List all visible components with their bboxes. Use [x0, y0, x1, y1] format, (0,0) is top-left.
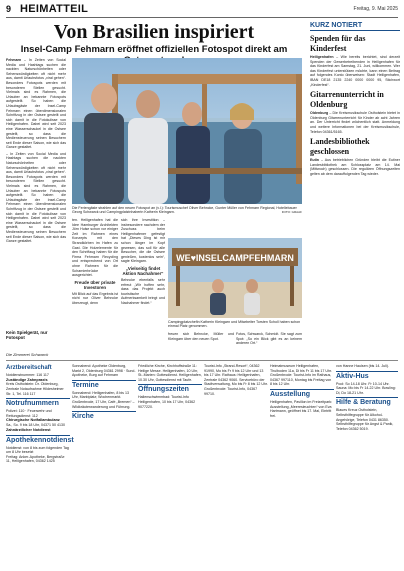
- chirurgie-text: Sa., So. 9 bis 18 Uhr, 04371 50 4130: [6, 423, 65, 428]
- photo-sign-svg: [168, 238, 302, 318]
- notice-3-text: [310, 158, 400, 176]
- kurz-notiert-title: KURZ NOTIERT: [310, 22, 400, 31]
- arztbereitschaft-heading: Arztbereitschaft: [6, 365, 52, 371]
- lead-text-repeat: – In Zeiten von Social Media und Hashtags suchen die nackten Naturschönheiten oder Sehenswürdigkeiten oft nicht mehr aus, damit Urlaubsfotos „viral gehen“. Besonders Fotospots werden mit besonderen Stellen gesucht. Vielmals sind es Rahmen, die Urlauber an bekannte Fotospots aufgestellt. So haben die Urlaubsgäste der Insel-Camp Fehmarn einen überdimensionalen Schriftzug in der Ostsee gestellt und sich damit in die Fotokulisse von Heiligenhafen. Dabei wird seit 2023 eine Wasserschaukel in die Ostsee gestellt, so dass die Mediensteuerung seinen Besuchern seit Ende dieser Saison, wie sich das Ganze gestaltet.: [6, 151, 66, 244]
- article-column-4: freuen sich Behncke, Müller und Kleingarn über den neuen Spot.: [168, 332, 234, 341]
- service-column-6: [336, 364, 398, 568]
- photo-sign-seated: [168, 238, 302, 318]
- zahnaerztlicher-heading: Zahnärztlicher Notdienst: [6, 427, 51, 432]
- photo-caption-sign: Campingplatzchefin Katherin Kleingarn und Mitarbeiter Torsten Scholl haben schon einmal Platz genommen.: [168, 320, 301, 329]
- kirche-heading: Kirche: [72, 411, 136, 420]
- aktiv-hus-text: Pool: So 14-18 Uhr. Fr 10-14 Uhr. Sauna: Mo bis Fr 14-22 Uhr. Bowling: Di, Do 18-21 Uhr.: [336, 381, 396, 395]
- oeffnungszeiten-heading: Öffnungszeiten: [138, 384, 202, 393]
- col3-subheading: „Vielseitig findet Aktion Nachahmer“: [122, 265, 164, 276]
- notice-1-heading: Spenden für das Kinderfest: [310, 34, 366, 53]
- zahnpraxis-heading: Zuständige Zahnpraxis: [6, 377, 48, 382]
- service-column-4: [204, 364, 268, 568]
- photo-group-at-sign: [72, 58, 302, 204]
- aktiv-hus-heading: Aktiv-Hus: [336, 371, 398, 380]
- termine-heading: Termine: [72, 380, 136, 389]
- lead-text: – In Zeiten von Social Media und Hashtags suchen die nackten Naturschönheiten oder Sehenswürdigkeiten oft nicht mehr aus, damit Urlaubsfotos „viral gehen“. Besonders Fotospots werden mit besonderen Stellen gesucht. Vielmals sind es Rahmen, die Urlauber an bekannte Fotospots aufgestellt. So haben die Urlaubsgäste der Insel-Camp Fehmarn einen überdimensionalen Schriftzug in der Ostsee gestellt und sich damit in die Fotokulisse von Heiligenhafen. Dabei wird seit 2023 eine Wasserschaukel in die Ostsee gestellt, so dass die Mediensteuerung seinen Besuchern seit Ende dieser Saison, wie sich das Ganze gestaltet.: [6, 58, 67, 150]
- article-column-2: [72, 218, 118, 346]
- apotheken-friday: Freitag: Anker-Apotheke, Bergstraße 11, Heiligenhafen, 04362 1425: [6, 454, 65, 464]
- page-number: 9: [6, 4, 12, 14]
- article-author: Die Zimmerei Schwarck: [6, 352, 49, 357]
- article-column-3: [121, 218, 165, 346]
- notice-2-body: – Die Kreismusikschule Ostholstein bietet in Oldenburg Gitarrenunterricht für Kinder ab acht Jahren an. Der Unterricht findet wöchentlich statt. Anmeldung und weitere Informationen bei der Kreismusikschule, Telefon 04361/5165.: [310, 111, 400, 134]
- col3-service-text: Friedliche Kirche, Kirchhoffstraße 11: Heilige Messe. Heiligenhafen, 10 Uhr, St.-Marien: Gottesdienst. Heiligenhafen, 10.30 Uhr, Gottesdienst mit Taufe.: [138, 364, 202, 382]
- article-subhead: Insel-Camp Fehmarn eröffnet offiziellen Fotospot direkt am: [20, 44, 288, 55]
- col3-text: sich ihre Investition – insbesondere nachdem der Zuschuss beim Heiligenhafener gefestigt hat „Dieses Ding ist mir schon länger im Kopf gewesen, das soll für alle Besucher, die die Ostsee genießen, kostenlos sein“, sagte Kleingarn.: [121, 218, 165, 264]
- apotheken-text: Notdienst: von 8 bis zum folgenden Tag um 8 Uhr besetzt: [6, 445, 69, 455]
- notice-1-text: [310, 55, 400, 87]
- notice-2-place: Oldenburg: [310, 111, 329, 116]
- caption-text: Die Feriengäste strahlen auf den neuen Fotospot an (v.l.): Tourismuschef Oliver Behncke, Gunter Müller von Fehmarn Regional, Hoteliebauer Georg Schwarck und Campingplatzinhaberin Katherin Kleingarn.: [72, 206, 297, 215]
- notice-3-heading: Landesbibliothek geschlossen: [310, 137, 370, 156]
- service-column-2: [72, 364, 136, 568]
- col2-subheading: Freude über private Investoren: [74, 279, 116, 290]
- notrufnummern-heading: Notrufnummern: [6, 398, 70, 407]
- service-column-1: [6, 364, 74, 568]
- col3-text-2: Behncke ebenfalls sehr erfreut „Wir hoffen sehr, dass das Projekt auch touristische Aufmerksamkeit bringt und Nachahmer findet.“: [121, 277, 165, 305]
- kein-spielgeraet-heading: Kein Spielgerät, nur Fotospot: [6, 330, 48, 341]
- page-header: [6, 3, 398, 18]
- col2-service-text: Sonnabend: Apotheke Oldenburg, Markt 2, Oldenburg 04361 2998 · Sund-Apotheke, Burg auf Fehmarn: [72, 364, 136, 378]
- issue-date: Freitag, 9. Mai 2025: [353, 6, 398, 12]
- sign-lettering: WE♥INSELCAMPFEHMARN: [176, 253, 294, 263]
- apotheken-heading: Apothekennotdienst: [6, 436, 74, 444]
- col2-text: ten. Heiligenhafen hat die Idee Hamburger Architekten Jörn Hulse schon vor einiger Zeit im Rahmen eines Konzepts mit den Strandkörben im Hafen zu Gast. Die Holzelemente für den Schriftzug haben für die Firma Fehmarn Recycling und entsprechend von Ort ohne Rahmen für die Scharnierbrücke ausgerichtet.: [72, 218, 118, 278]
- section-divider: [6, 360, 398, 361]
- kurz-notiert-box: [310, 22, 400, 177]
- chirurgie-heading: Chirurgische Notfallambulanz: [6, 418, 60, 423]
- article-headline: Von Brasilien inspiriert: [53, 21, 255, 43]
- article-lead-column: [6, 58, 66, 344]
- col2-text-2: Mit Blick auf das Ergebnis ist nicht nur Oliver Behncke überzeugt, denn: [72, 291, 118, 305]
- col5-service-text: Heimatmuseum Heiligenhafen, Thulboden 11a, Di bis Fr 11 bis 17 Uhr. Großenbrode: Tourist-Info im Rathaus, 04367 997110, Montag bis Freitag von 8 bis 12 Uhr.: [270, 364, 332, 387]
- notice-3-body: – Aus betrieblichen Gründen bleibt die Eutiner Landesbibliothek am Schlossplatz am 14. Mai (Mittwoch) geschlossen. Die regulären Öffnungszeiten gelten ab dem darauffolgenden Tag wieder.: [310, 158, 400, 176]
- arzt-number: Notdienstnummer: 116 117: [6, 373, 49, 377]
- col6-service-text: von Hanne Haulsen (bis 14. Juli).: [336, 364, 389, 368]
- notice-2-text: [310, 111, 400, 134]
- col4-service-text: Tourist-Info „Strand-Resort“, 04362 91990, Mo bis Fr 9 bis 12 Uhr und 13 bis 17 Uhr. Rathaus: Heiligenhafen, Zentrale 04362 9060. Servicebüro der Stadtverwaltung, Mo bis Fr 8 bis 12 Uhr. Großenbrode: Tourist-Info, 04367 99710.: [204, 364, 268, 396]
- service-column-3: [138, 364, 202, 568]
- notice-3-place: Eutin: [310, 158, 319, 163]
- zahnpraxis-text: Kreis Ostholstein: Dr. Oldenburg, Zentrale Notaufnahme Hildesheimer Str. 1, Tel. 116 117: [6, 382, 64, 396]
- termine-text: Sonnabend: Heiligenhafen, 8 bis 13 Uhr, Marktplatz; Wochenmarkt. Großenbrode, 17 Uhr, Café „Bremen“ – Wildkräuterwanderung und Führung.: [72, 390, 135, 409]
- notice-1-place: Heiligenhafen: [310, 55, 334, 59]
- oeffnungszeiten-text: Hallenschwimmbad: Tourist-Info Heiligenhafen, 10 bis 17 Uhr, 04362 9077220.: [138, 395, 196, 409]
- photo-caption-group: [72, 206, 302, 215]
- article-column-5: Fotos, Schwarck, Schmidt. Sie sagt zum Spot: „So ein Blick gibt es an keinem anderen Ort.“: [236, 332, 302, 346]
- service-column-5: [270, 364, 334, 568]
- notice-2-heading: Gitarrenunterricht in Oldenburg: [310, 90, 384, 109]
- notruf-text: Polizei: 110 · Feuerwehr und Rettungsdienst: 112: [6, 409, 52, 418]
- hilfe-beratung-heading: Hilfe & Beratung: [336, 397, 398, 406]
- photo-credit: FOTO: GRAAF: [281, 210, 302, 215]
- ausstellung-text: Heiligenhafen, Pavillon im Freizeitpark: Ausstellung „Meeresleuchten“ von Eva Hartmann, geöffnet bis 17. Mai, Eintritt frei.: [270, 399, 333, 418]
- notice-1-body: – Wie bereits berichtet, sind derzeit Spenden der Gewerbetreibenden in Heiligenhafen für das Kinderfest am Samstag, 21. Juni, willkommen. Wer das Kinderfest unterstützen möchte, kann einen Beitrag auf folgendes Konto überweisen: Stadt Heiligenhafen, IBAN DE18 2135 2240 0000 0000 95, Stichwort „Kinderfest“.: [310, 55, 400, 87]
- section-title: HEIMATTEIL: [20, 3, 89, 15]
- ausstellung-heading: Ausstellung: [270, 389, 334, 398]
- hilfe-beratung-text: Blaues Kreuz Ostholstein, Selbsthilfegruppe für Alkohol-Angehörige, Telefon 0431 86350. Selbsthilfegruppe für Angst & Panik, Telefon 04362 5019.: [336, 408, 394, 431]
- lead-place: Fehmarn: [6, 58, 22, 62]
- photo-group-svg: [72, 58, 302, 204]
